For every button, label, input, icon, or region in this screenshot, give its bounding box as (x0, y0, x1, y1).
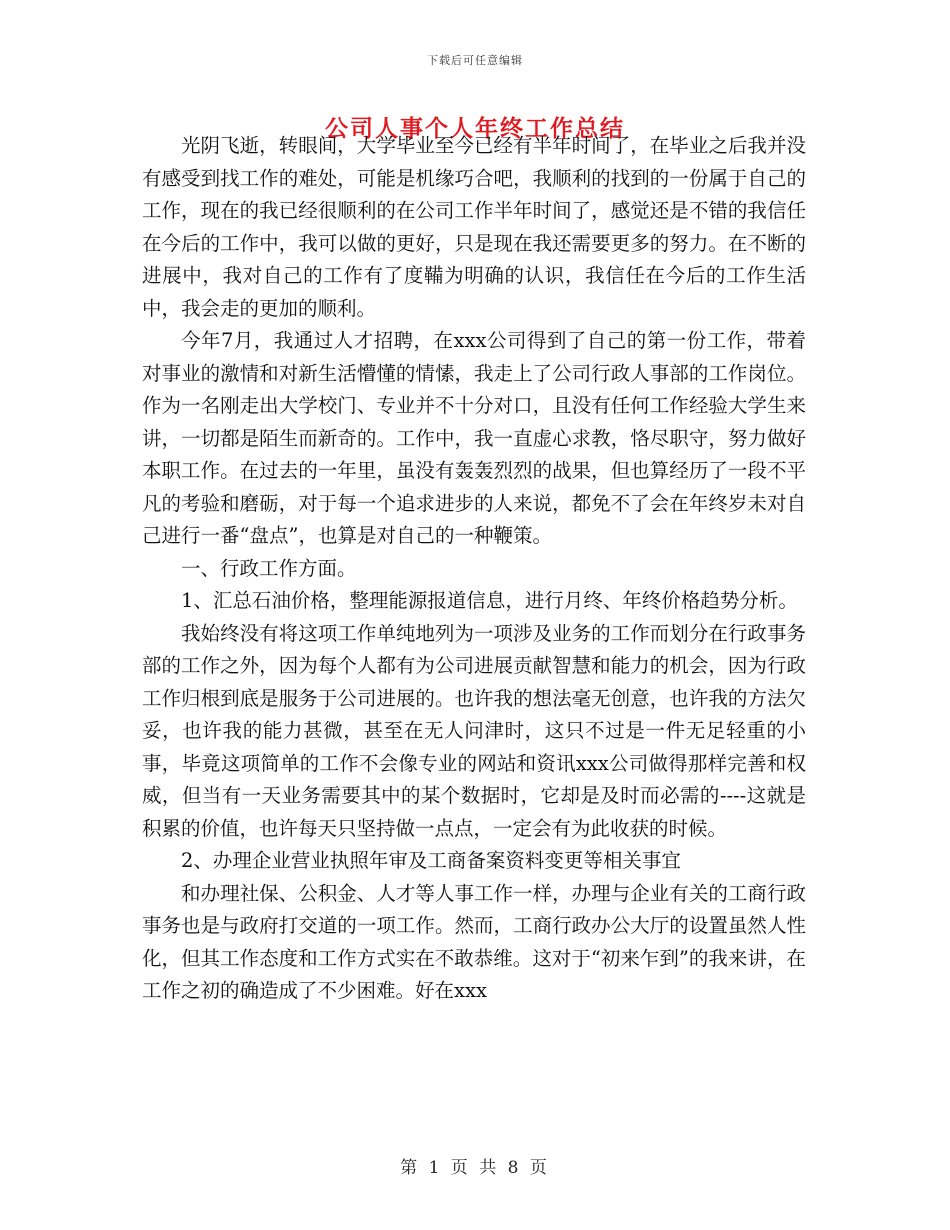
document-title: 公司人事个人年终工作总结 (325, 115, 625, 142)
item-heading-2: 2、办理企业营业执照年审及工商备案资料变更等相关事宜 (181, 849, 681, 872)
paragraph-july: 今年7月，我通过人才招聘，在xxx公司得到了自己的第一份工作，带着对事业的激情和对新生活懵懂的情愫，我走上了公司行政人事部的工作岗位。作为一名刚走出大学校门、专业并不十分对口，且没有任何工作经验大学生来讲，一切都是陌生而新奇的。工作中，我一直虚心求教，恪尽职守，努力做好本职工作。在过去的一年里，虽没有轰轰烈烈的战果，但也算经历了一段不平凡的考验和磨砺，对于每一个追求进步的人来说，都免不了会在年终岁未对自己进行一番“盘点”，也算是对自己的一种鞭策。 (142, 329, 806, 547)
paragraph-item-1: 我始终没有将这项工作单纯地列为一项涉及业务的工作而划分在行政事务部的工作之外，因为每个人都有为公司进展贡献智慧和能力的机会，因为行政工作归根到底是服务于公司进展的。也许我的想法毫无创意，也许我的方法欠妥，也许我的能力甚微，甚至在无人问津时，这只不过是一件无足轻重的小事，毕竟这项简单的工作不会像专业的网站和资讯xxx公司做得那样完善和权威，但当有一天业务需要其中的某个数据时，它却是及时而必需的----这就是积累的价值，也许每天只坚持做一点点，一定会有为此收获的时候。 (142, 621, 806, 840)
document-body (142, 130, 806, 1008)
paragraph-intro: 光阴飞逝，转眼间，大学毕业至今已经有半年时间了，在毕业之后我并没有感受到找工作的难处，可能是机缘巧合吧，我顺利的找到的一份属于自己的工作，现在的我已经很顺利的在公司工作半年时间了，感觉还是不错的我信任在今后的工作中，我可以做的更好，只是现在我还需要更多的努力。在不断的进展中，我对自己的工作有了度鞴为明确的认识，我信任在今后的工作生活中，我会走的更加的顺利。 (142, 134, 806, 320)
header-note: 下载后可任意编辑 (427, 54, 523, 67)
page-number-footer: 第 1 页 共 8 页 (400, 1158, 550, 1178)
item-heading-1: 1、汇总石油价格，整理能源报道信息，进行月终、年终价格趋势分析。 (181, 589, 798, 612)
section-heading-admin: 一、行政工作方面。 (181, 556, 357, 580)
paragraph-item-2: 和办理社保、公积金、人才等人事工作一样，办理与企业有关的工商行政事务也是与政府打交道的一项工作。然而，工商行政办公大厅的设置虽然人性化，但其工作态度和工作方式实在不敢恭维。这对于“初来乍到”的我来讲，在工作之初的确造成了不少困难。好在xxx (142, 881, 806, 1002)
